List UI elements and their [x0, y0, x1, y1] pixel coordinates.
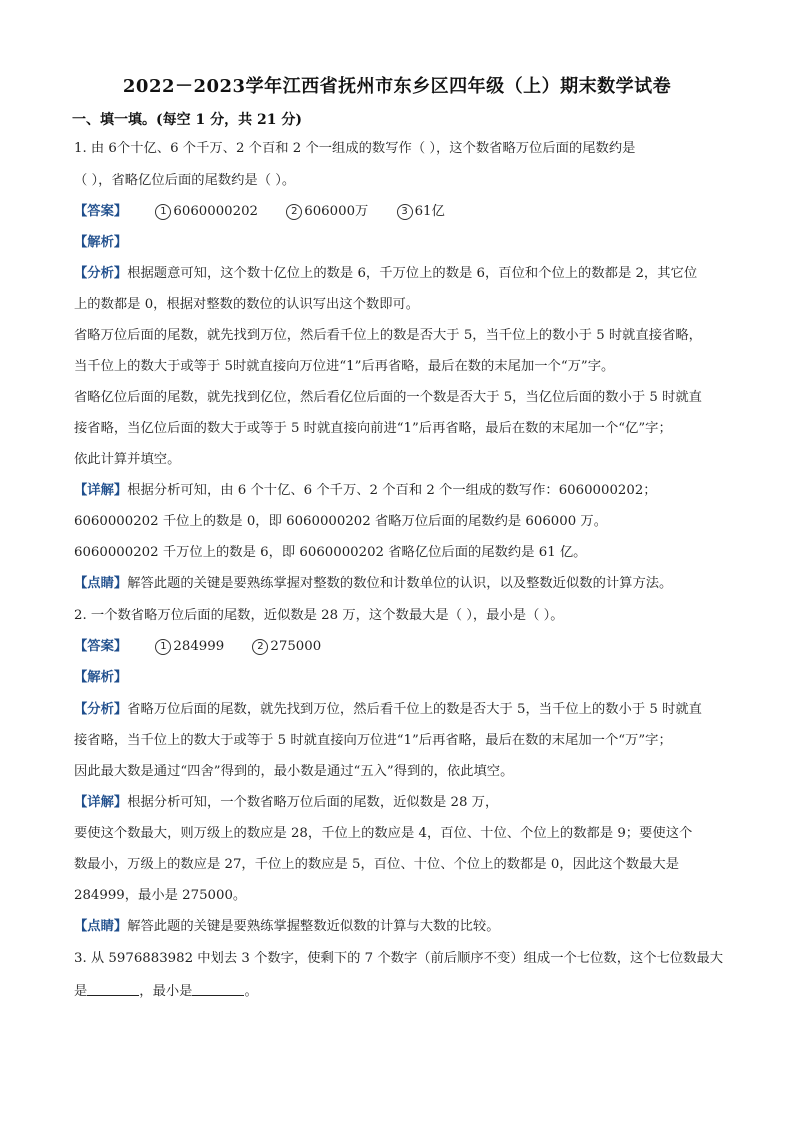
circled-number: 1	[155, 639, 171, 655]
q3-blank-min[interactable]	[192, 983, 244, 996]
q3-blank-max[interactable]	[87, 983, 139, 996]
q2-xiangjie-line	[74, 795, 734, 811]
q2-xiangjie-text: 根据分析可知，一个数省略万位后面的尾数，近似数是 28 万，	[127, 795, 499, 810]
q1-stem-line1: 1. 由 6个十亿、6 个千万、2 个百和 2 个一组成的数写作（ ），这个数省略万位后面的尾数约是	[74, 141, 636, 156]
q1-xiangjie-text: 根据分析可知，由 6 个十亿、6 个千万、2 个百和 2 个一组成的数写作：6060000202；	[127, 483, 657, 498]
xiangjie-label: 【详解】	[74, 795, 128, 810]
q1-xiangjie-line: 6060000202 千位上的数是 0，即 6060000202 省略万位后面的尾数约是 606000 万。	[74, 514, 608, 529]
q2-dianjing-text: 解答此题的关键是要熟练掌握整数近似数的计算与大数的比较。	[127, 919, 500, 934]
q1-fenxi-text: 根据题意可知，这个数十亿位上的数是 6，千万位上的数是 6，百位和个位上的数都是 2，其它位	[127, 266, 698, 281]
circled-number: 2	[286, 204, 302, 220]
q2-xiangjie-line: 数最小，万级上的数应是 27，千位上的数应是 5，百位、十位、个位上的数都是 0，因此这个数最大是	[74, 857, 679, 872]
q3-stem-c: 。	[244, 984, 258, 999]
q1-analysis-label	[74, 235, 734, 251]
q2-stem: 2. 一个数省略万位后面的尾数，近似数是 28 万，这个数最大是（ ），最小是（ ）。	[74, 608, 564, 623]
q1-dianjing-line	[74, 576, 734, 592]
q1-answer-3: 61亿	[414, 204, 445, 219]
answer-label: 【答案】	[74, 639, 128, 654]
q2-answer-2: 275000	[270, 639, 322, 654]
analysis-label: 【解析】	[74, 235, 128, 250]
q2-fenxi-text: 省略万位后面的尾数，就先找到万位，然后看千位上的数是否大于 5，当千位上的数小于 5 时就直	[127, 702, 702, 717]
circled-number: 3	[397, 204, 413, 220]
q2-analysis-label	[74, 670, 734, 686]
q3-stem-a: 是	[74, 984, 88, 999]
circled-number: 1	[155, 204, 171, 220]
q1-fenxi-line: 接省略，当亿位后面的数大于或等于 5 时就直接向前进“1”后再省略，最后在数的末尾加一个“亿”字；	[74, 421, 672, 436]
q1-fenxi-line: 依此计算并填空。	[74, 452, 181, 467]
q2-answer-1: 284999	[173, 639, 225, 654]
dianjing-label: 【点睛】	[74, 919, 128, 934]
q3-stem-line1: 3. 从 5976883982 中划去 3 个数字，使剩下的 7 个数字（前后顺序不变）组成一个七位数，这个七位数最大	[74, 951, 724, 966]
q1-stem-line2: （ ），省略亿位后面的尾数约是（ ）。	[74, 173, 296, 188]
fenxi-label: 【分析】	[74, 266, 128, 281]
q1-answer-1: 6060000202	[173, 204, 259, 219]
q1-xiangjie-line	[74, 483, 734, 499]
q1-fenxi-line: 省略亿位后面的尾数，就先找到亿位，然后看亿位后面的一个数是否大于 5，当亿位后面的数小于 5 时就直	[74, 390, 702, 405]
q2-dianjing-line	[74, 919, 734, 935]
circled-number: 2	[252, 639, 268, 655]
q1-answer-row	[74, 204, 734, 220]
q2-fenxi-line: 因此最大数是通过“四舍”得到的，最小数是通过“五入”得到的，依此填空。	[74, 764, 514, 779]
q1-fenxi-line: 省略万位后面的尾数，就先找到万位，然后看千位上的数是否大于 5，当千位上的数小于 5 时就直接省略，	[74, 328, 702, 343]
xiangjie-label: 【详解】	[74, 483, 128, 498]
section-heading: 一、填一填。(每空 1 分，共 21 分)	[72, 112, 302, 128]
dianjing-label: 【点睛】	[74, 576, 128, 591]
q2-answer-row	[74, 639, 734, 655]
q1-fenxi-line: 上的数都是 0，根据对整数的数位的认识写出这个数即可。	[74, 297, 420, 312]
q2-xiangjie-line: 要使这个数最大，则万级上的数应是 28，千位上的数应是 4，百位、十位、个位上的数都是 9；要使这个	[74, 826, 693, 841]
page-title: 2022－2023学年江西省抚州市东乡区四年级（上）期末数学试卷	[122, 76, 672, 97]
analysis-label: 【解析】	[74, 670, 128, 685]
q1-answer-2: 606000万	[304, 204, 369, 219]
q1-fenxi-line	[74, 266, 734, 282]
answer-label: 【答案】	[74, 204, 128, 219]
q1-dianjing-text: 解答此题的关键是要熟练掌握对整数的数位和计数单位的认识，以及整数近似数的计算方法。	[127, 576, 673, 591]
q2-fenxi-line	[74, 702, 734, 718]
q3-stem-b: ，最小是	[139, 984, 193, 999]
q3-stem-line2	[74, 983, 734, 1000]
q2-fenxi-line: 接省略，当千位上的数大于或等于 5 时就直接向万位进“1”后再省略，最后在数的末尾加一个“万”字；	[74, 733, 672, 748]
q1-fenxi-line: 当千位上的数大于或等于 5时就直接向万位进“1”后再省略，最后在数的末尾加一个“万”字。	[74, 359, 615, 374]
q1-xiangjie-line: 6060000202 千万位上的数是 6，即 6060000202 省略亿位后面的尾数约是 61 亿。	[74, 545, 587, 560]
q2-xiangjie-line: 284999，最小是 275000。	[74, 888, 247, 903]
fenxi-label: 【分析】	[74, 702, 128, 717]
